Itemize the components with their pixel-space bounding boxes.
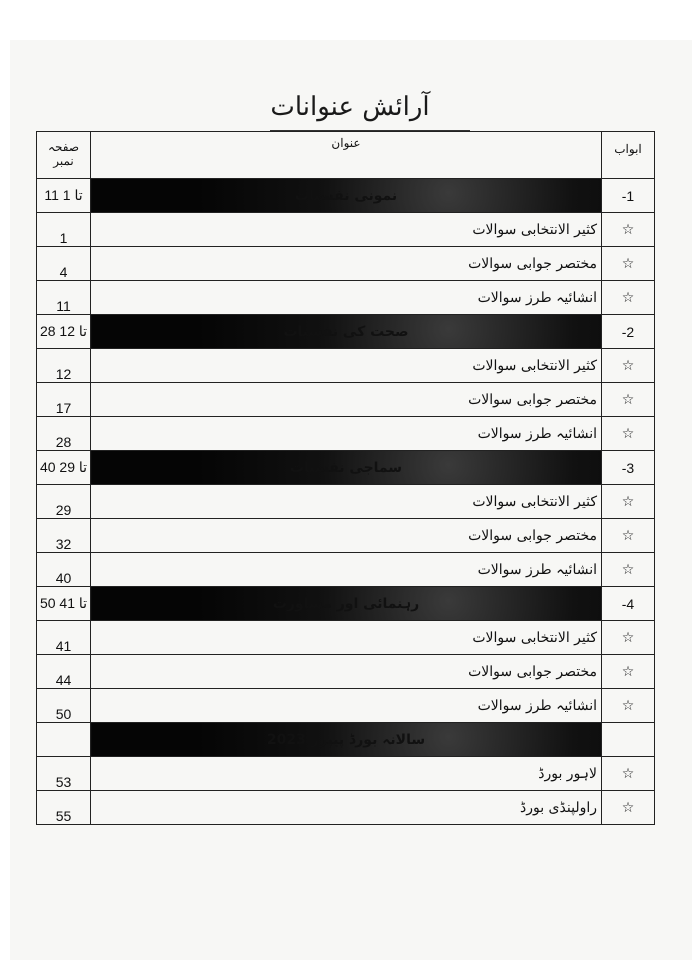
chapter-number: -1 [602, 179, 655, 213]
star-outline-icon: ☆ [602, 383, 655, 417]
item-page-number: 32 [37, 519, 91, 553]
toc-item-row[interactable] [37, 553, 655, 587]
table-of-contents [36, 131, 655, 825]
star-outline-icon: ☆ [602, 553, 655, 587]
item-page-number: 50 [37, 689, 91, 723]
star-outline-icon: ☆ [602, 349, 655, 383]
item-title[interactable]: کثیر الانتخابی سوالات [91, 349, 602, 383]
chapter-title[interactable]: سالانہ بورڈ پیپرز 2023 [91, 723, 602, 757]
star-outline-icon: ☆ [602, 689, 655, 723]
chapter-title[interactable]: سماجی نفسیات [91, 451, 602, 485]
item-title[interactable]: کثیر الانتخابی سوالات [91, 485, 602, 519]
toc-item-row[interactable] [37, 349, 655, 383]
star-outline-icon: ☆ [602, 417, 655, 451]
star-outline-icon: ☆ [602, 247, 655, 281]
star-outline-icon: ☆ [602, 757, 655, 791]
item-title[interactable]: مختصر جوابی سوالات [91, 247, 602, 281]
chapter-row[interactable] [37, 723, 655, 757]
chapter-title[interactable]: رہنمائی اور مشاورت [91, 587, 602, 621]
star-outline-icon: ☆ [602, 281, 655, 315]
item-title[interactable]: مختصر جوابی سوالات [91, 519, 602, 553]
chapter-number: -3 [602, 451, 655, 485]
item-title[interactable]: انشائیہ طرز سوالات [91, 689, 602, 723]
item-title[interactable]: مختصر جوابی سوالات [91, 383, 602, 417]
item-page-number: 29 [37, 485, 91, 519]
toc-item-row[interactable] [37, 247, 655, 281]
star-outline-icon: ☆ [602, 519, 655, 553]
toc-item-row[interactable] [37, 621, 655, 655]
toc-item-row[interactable] [37, 689, 655, 723]
chapter-page-range [37, 723, 91, 757]
item-title[interactable]: انشائیہ طرز سوالات [91, 417, 602, 451]
item-title[interactable]: انشائیہ طرز سوالات [91, 281, 602, 315]
chapter-page-range: 40 تا 29 [37, 451, 91, 485]
toc-item-row[interactable] [37, 417, 655, 451]
chapter-number [602, 723, 655, 757]
toc-item-row[interactable] [37, 213, 655, 247]
item-page-number: 4 [37, 247, 91, 281]
toc-item-row[interactable] [37, 791, 655, 825]
chapter-row[interactable] [37, 451, 655, 485]
toc-item-row[interactable] [37, 519, 655, 553]
chapter-page-range: 11 تا 1 [37, 179, 91, 213]
table-header-row [37, 132, 655, 179]
item-title[interactable]: لاہور بورڈ [91, 757, 602, 791]
toc-item-row[interactable] [37, 383, 655, 417]
item-title[interactable]: انشائیہ طرز سوالات [91, 553, 602, 587]
star-outline-icon: ☆ [602, 655, 655, 689]
item-title[interactable]: مختصر جوابی سوالات [91, 655, 602, 689]
item-title[interactable]: کثیر الانتخابی سوالات [91, 621, 602, 655]
item-page-number: 40 [37, 553, 91, 587]
item-page-number: 41 [37, 621, 91, 655]
header-title: عنوان [91, 132, 602, 179]
star-outline-icon: ☆ [602, 621, 655, 655]
item-page-number: 11 [37, 281, 91, 315]
chapter-title[interactable]: صحت کی نفسیات [91, 315, 602, 349]
star-outline-icon: ☆ [602, 485, 655, 519]
item-page-number: 12 [37, 349, 91, 383]
chapter-number: -4 [602, 587, 655, 621]
chapter-number: -2 [602, 315, 655, 349]
chapter-page-range: 28 تا 12 [37, 315, 91, 349]
item-page-number: 17 [37, 383, 91, 417]
item-page-number: 1 [37, 213, 91, 247]
item-page-number: 53 [37, 757, 91, 791]
chapter-title[interactable]: نمونی نفسیات [91, 179, 602, 213]
chapter-page-range: 50 تا 41 [37, 587, 91, 621]
item-title[interactable]: کثیر الانتخابی سوالات [91, 213, 602, 247]
item-title[interactable]: راولپنڈی بورڈ [91, 791, 602, 825]
chapter-row[interactable] [37, 587, 655, 621]
header-chapter: ابواب [602, 132, 655, 179]
toc-item-row[interactable] [37, 757, 655, 791]
toc-item-row[interactable] [37, 485, 655, 519]
page-title: آرائش عنوانات [270, 92, 430, 122]
item-page-number: 55 [37, 791, 91, 825]
toc-item-row[interactable] [37, 281, 655, 315]
star-outline-icon: ☆ [602, 213, 655, 247]
star-outline-icon: ☆ [602, 791, 655, 825]
item-page-number: 28 [37, 417, 91, 451]
chapter-row[interactable] [37, 179, 655, 213]
header-page-number: صفحہ نمبر [37, 132, 91, 179]
item-page-number: 44 [37, 655, 91, 689]
toc-item-row[interactable] [37, 655, 655, 689]
chapter-row[interactable] [37, 315, 655, 349]
